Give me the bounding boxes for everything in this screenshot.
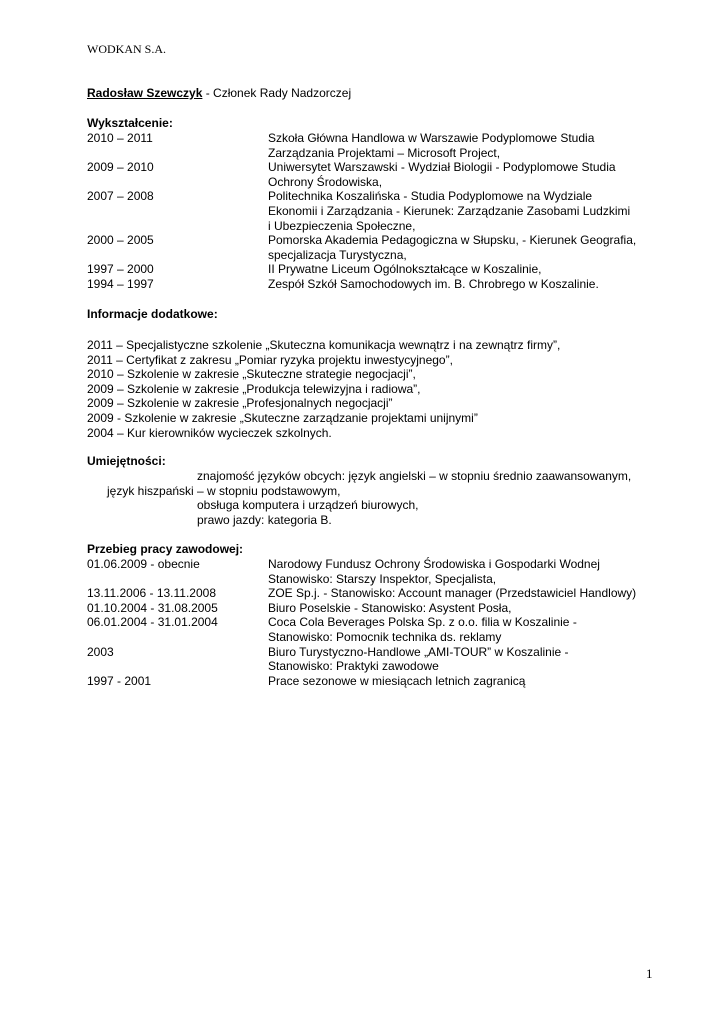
skill-line: prawo jazdy: kategoria B. bbox=[197, 512, 332, 527]
education-row bbox=[87, 160, 647, 189]
additional-list bbox=[87, 338, 647, 440]
education-desc: Politechnika Koszalińska - Studia Podyplomowe na Wydziale Ekonomii i Zarządzania - Kierunek: Zarządzanie Zasobami Ludzkimi i Ubezpieczenia Społeczne, bbox=[268, 189, 631, 233]
person-name: Radosław Szewczyk bbox=[87, 86, 203, 100]
skill-line: obsługa komputera i urządzeń biurowych, bbox=[197, 498, 419, 513]
education-date: 2000 – 2005 bbox=[87, 233, 154, 248]
additional-item: 2009 – Szkolenie w zakresie „Produkcja telewizyjna i radiowa”, bbox=[87, 381, 421, 396]
education-desc: Uniwersytet Warszawski - Wydział Biologii - Podyplomowe Studia Ochrony Środowiska, bbox=[268, 160, 616, 189]
education-date: 1997 – 2000 bbox=[87, 262, 154, 277]
education-date: 2009 – 2010 bbox=[87, 160, 154, 175]
education-row bbox=[87, 189, 647, 233]
career-date: 2003 bbox=[87, 644, 114, 659]
skill-line: język hiszpański – w stopniu podstawowym, bbox=[107, 483, 341, 498]
skills-list bbox=[87, 469, 647, 527]
education-desc: Szkoła Główna Handlowa w Warszawie Podyplomowe Studia Zarządzania Projektami – Microsoft Project, bbox=[268, 131, 595, 160]
additional-item: 2011 – Specjalistyczne szkolenie „Skuteczna komunikacja wewnątrz i na zewnątrz firmy”, bbox=[87, 338, 561, 352]
career-desc: Narodowy Fundusz Ochrony Środowiska i Gospodarki Wodnej Stanowisko: Starszy Inspektor, Specjalista, bbox=[268, 557, 600, 586]
education-list bbox=[87, 131, 647, 292]
education-desc: Zespół Szkół Samochodowych im. B. Chrobrego w Koszalinie. bbox=[268, 276, 599, 291]
career-date: 13.11.2006 - 13.11.2008 bbox=[87, 586, 216, 601]
additional-heading: Informacje dodatkowe: bbox=[87, 307, 218, 321]
career-row bbox=[87, 674, 647, 689]
education-date: 2007 – 2008 bbox=[87, 189, 154, 204]
additional-item: 2004 – Kur kierowników wycieczek szkolnych. bbox=[87, 425, 332, 440]
career-date: 06.01.2004 - 31.01.2004 bbox=[87, 615, 218, 630]
career-heading: Przebieg pracy zawodowej: bbox=[87, 542, 244, 556]
education-date: 2010 – 2011 bbox=[87, 131, 153, 145]
career-row bbox=[87, 557, 647, 586]
career-desc: ZOE Sp.j. - Stanowisko: Account manager (Przedstawiciel Handlowy) bbox=[268, 586, 637, 601]
career-row bbox=[87, 615, 647, 644]
person-title-line bbox=[87, 86, 351, 101]
career-desc: Coca Cola Beverages Polska Sp. z o.o. filia w Koszalinie - Stanowisko: Pomocnik technika ds. reklamy bbox=[268, 615, 577, 644]
person-role: - Członek Rady Nadzorczej bbox=[202, 86, 352, 100]
career-row bbox=[87, 601, 647, 616]
education-desc: Pomorska Akademia Pedagogiczna w Słupsku, - Kierunek Geografia, specjalizacja Turystyczna, bbox=[268, 233, 637, 262]
career-date: 01.10.2004 - 31.08.2005 bbox=[87, 600, 218, 615]
additional-item: 2011 – Certyfikat z zakresu „Pomiar ryzyka projektu inwestycyjnego”, bbox=[87, 352, 453, 367]
career-desc: Biuro Poselskie - Stanowisko: Asystent Posła, bbox=[268, 600, 512, 615]
career-list bbox=[87, 557, 647, 688]
career-row bbox=[87, 586, 647, 601]
page-number: 1 bbox=[646, 966, 653, 981]
education-row bbox=[87, 277, 647, 292]
career-date: 01.06.2009 - obecnie bbox=[87, 557, 200, 571]
additional-item: 2010 – Szkolenie w zakresie „Skuteczne strategie negocjacji”, bbox=[87, 367, 416, 382]
education-row bbox=[87, 131, 647, 160]
career-desc: Biuro Turystyczno-Handlowe „AMI-TOUR” w Koszalinie - Stanowisko: Praktyki zawodowe bbox=[268, 644, 569, 674]
education-heading: Wykształcenie: bbox=[87, 116, 173, 130]
career-row bbox=[87, 645, 647, 674]
additional-item: 2009 - Szkolenie w zakresie „Skuteczne zarządzanie projektami unijnymi” bbox=[87, 410, 478, 425]
skill-line: znajomość języków obcych: język angielski – w stopniu średnio zaawansowanym, bbox=[197, 469, 632, 483]
education-row bbox=[87, 262, 647, 277]
education-date: 1994 – 1997 bbox=[87, 276, 154, 291]
career-date: 1997 - 2001 bbox=[87, 673, 152, 688]
skills-heading: Umiejętności: bbox=[87, 454, 166, 468]
additional-item: 2009 – Szkolenie w zakresie „Profesjonalnych negocjacji” bbox=[87, 396, 393, 411]
career-desc: Prace sezonowe w miesiącach letnich zagranicą bbox=[268, 673, 526, 688]
education-row bbox=[87, 233, 647, 262]
company-header: WODKAN S.A. bbox=[87, 42, 166, 56]
education-desc: II Prywatne Liceum Ogólnokształcące w Koszalinie, bbox=[268, 262, 542, 277]
